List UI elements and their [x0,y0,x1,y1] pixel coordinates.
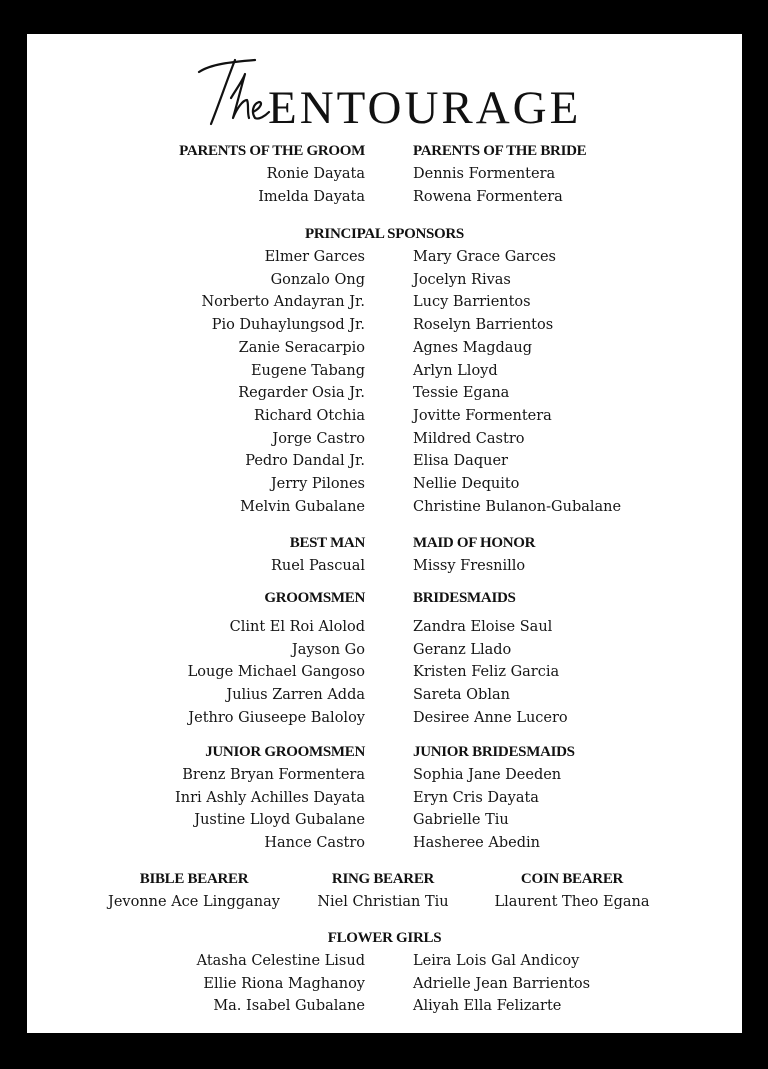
ring-bearer-heading: RING BEARER [331,871,435,887]
best-man-name: Ruel Pascual [270,558,365,574]
coin-bearer-heading: COIN BEARER [520,871,624,887]
flower-girls-heading: FLOWER GIRLS [327,930,442,946]
name: Christine Bulanon-Gubalane [413,498,622,515]
name: Rowena Formentera [413,188,563,205]
name: Norberto Andayran Jr. [201,294,365,311]
title-word: ENTOURAGE [268,82,582,134]
name: Aliyah Ella Felizarte [413,998,562,1015]
name: Eugene Tabang [250,362,365,379]
name: Clint El Roi Alolod [229,619,365,635]
bridesmaids-heading: BRIDESMAIDS [413,590,516,606]
name: Imelda Dayata [258,188,365,205]
name: Atasha Celestine Lisud [196,953,365,969]
name: Richard Otchia [254,407,365,424]
best-man-heading: BEST MAN [289,535,365,551]
name: Zanie Seracarpio [238,339,365,356]
name: Sophia Jane Deeden [413,767,562,783]
name: Dennis Formentera [413,166,556,182]
ring-bearer-name: Niel Christian Tiu [317,894,449,910]
name: Mary Grace Garces [413,249,556,265]
name: Ronie Dayata [266,166,365,182]
bible-bearer-name: Jevonne Ace Lingganay [108,894,280,910]
name: Melvin Gubalane [240,498,365,515]
name: Justine Lloyd Gubalane [194,812,365,829]
name: Pio Duhaylungsod Jr. [211,317,365,334]
maid-of-honor-name: Missy Fresnillo [413,558,526,574]
name: Louge Michael Gangoso [187,664,365,681]
name: Hance Castro [264,835,365,852]
name: Gonzalo Ong [270,271,365,288]
name: Desiree Anne Lucero [413,709,568,726]
name: Ma. Isabel Gubalane [213,998,365,1015]
name: Agnes Magdaug [413,339,533,356]
groom-parents-heading: PARENTS OF THE GROOM [179,143,365,159]
name: Hasheree Abedin [413,835,540,852]
name: Mildred Castro [413,430,525,447]
name: Jethro Giuseepe Baloloy [188,709,365,726]
name: Sareta Oblan [413,687,510,704]
maid-of-honor-heading: MAID OF HONOR [413,535,536,551]
coin-bearer-name: Llaurent Theo Egana [494,894,650,910]
name: Roselyn Barrientos [413,317,554,334]
name: Ellie Riona Maghanoy [203,975,365,992]
bride-parents-heading: PARENTS OF THE BRIDE [413,143,587,159]
name: Leira Lois Gal Andicoy [413,953,580,969]
principal-sponsors-heading: PRINCIPAL SPONSORS [305,226,464,242]
name: Kristen Feliz Garcia [413,664,560,681]
name: Pedro Dandal Jr. [245,453,365,470]
name: Jovitte Formentera [413,407,552,424]
name: Arlyn Lloyd [413,362,498,379]
name: Geranz Llado [413,641,512,658]
name: Elmer Garces [264,249,365,265]
name: Jayson Go [291,641,365,658]
name: Julius Zarren Adda [226,687,365,704]
name: Jorge Castro [272,430,365,447]
junior-bridesmaids-heading: JUNIOR BRIDESMAIDS [413,744,575,760]
name: Regarder Osia Jr. [238,385,365,402]
name: Gabrielle Tiu [413,812,509,829]
junior-groomsmen-heading: JUNIOR GROOMSMEN [205,744,365,760]
name: Adrielle Jean Barrientos [413,975,591,992]
bible-bearer-heading: BIBLE BEARER [139,871,249,887]
name: Zandra Eloise Saul [413,619,553,635]
name: Brenz Bryan Formentera [182,767,365,783]
coin-bearer [457,870,687,914]
name: Inri Ashly Achilles Dayata [175,789,365,806]
entourage-card [27,34,742,1033]
page-title [27,54,742,134]
name: Jerry Pilones [270,476,365,493]
name: Jocelyn Rivas [413,271,511,288]
name: Lucy Barrientos [413,294,531,311]
name: Elisa Daquer [413,453,508,470]
name: Nellie Dequito [413,476,520,493]
name: Tessie Egana [413,385,510,402]
groomsmen-heading: GROOMSMEN [264,590,365,606]
name: Eryn Cris Dayata [413,789,539,806]
